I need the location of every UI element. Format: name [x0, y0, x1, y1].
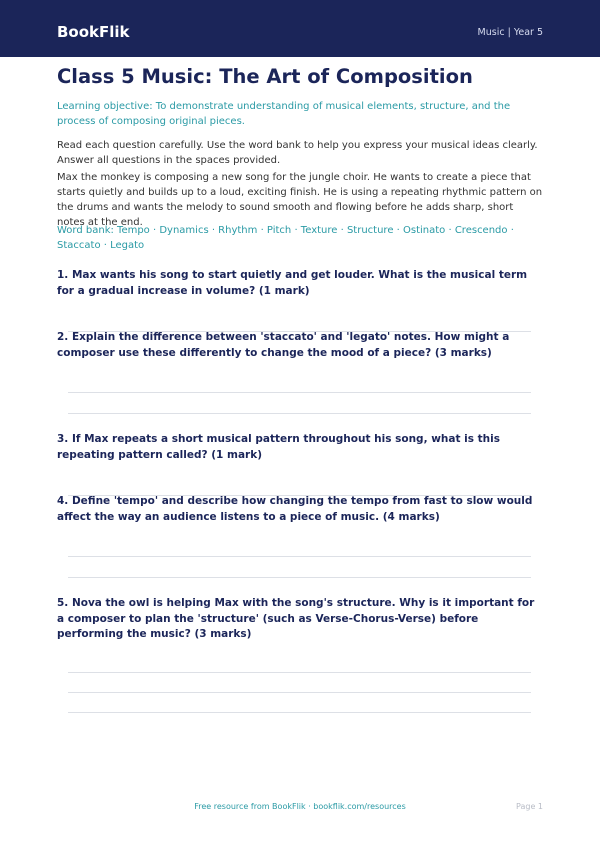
story-text: Max the monkey is composing a new song for the jungle choir. He wants to create a piece that starts quietly and builds up to a loud, exciting finish. He is using a repeating rhythmic pattern on the drums and wants the melody to sound smooth and flowing before he adds sharp, short notes at the end.	[57, 172, 543, 228]
word-bank: Word bank: Tempo · Dynamics · Rhythm · Pitch · Texture · Structure · Ostinato · Crescendo · Staccato · Legato	[57, 225, 514, 251]
question-4: 4. Define 'tempo' and describe how changing the tempo from fast to slow would affect the way an audience listens to a piece of music. (4 marks)	[57, 495, 533, 523]
answer-line[interactable]	[68, 413, 531, 414]
question-1: 1. Max wants his song to start quietly and get louder. What is the musical term for a gradual increase in volume? (1 mark)	[57, 269, 528, 297]
instructions-text: Read each question carefully. Use the word bank to help you express your musical ideas clearly. Answer all questions in the spaces provided.	[57, 140, 538, 166]
answer-line[interactable]	[68, 672, 531, 673]
question-5: 5. Nova the owl is helping Max with the song's structure. Why is it important for a composer to plan the 'structure' (such as Verse-Chorus-Verse) before performing the music? (3 marks)	[57, 597, 535, 640]
header-bar	[0, 0, 600, 57]
question-2: 2. Explain the difference between 'staccato' and 'legato' notes. How might a composer use these differently to change the mood of a piece? (3 marks)	[57, 331, 510, 359]
answer-line[interactable]	[68, 392, 531, 393]
page-number: Page 1	[516, 802, 543, 811]
question-3: 3. If Max repeats a short musical pattern throughout his song, what is this repeating pattern called? (1 mark)	[57, 433, 500, 461]
page-title: Class 5 Music: The Art of Composition	[57, 65, 473, 88]
answer-line[interactable]	[68, 712, 531, 713]
footer-link[interactable]: Free resource from BookFlik · bookflik.com/resources	[194, 802, 406, 811]
answer-line[interactable]	[68, 577, 531, 578]
answer-line[interactable]	[68, 556, 531, 557]
learning-objective: Learning objective: To demonstrate understanding of musical elements, structure, and the process of composing original pieces.	[57, 101, 511, 127]
subject-year-label: Music | Year 5	[477, 27, 543, 38]
answer-line[interactable]	[68, 692, 531, 693]
brand-logo-text[interactable]: BookFlik	[57, 23, 130, 41]
